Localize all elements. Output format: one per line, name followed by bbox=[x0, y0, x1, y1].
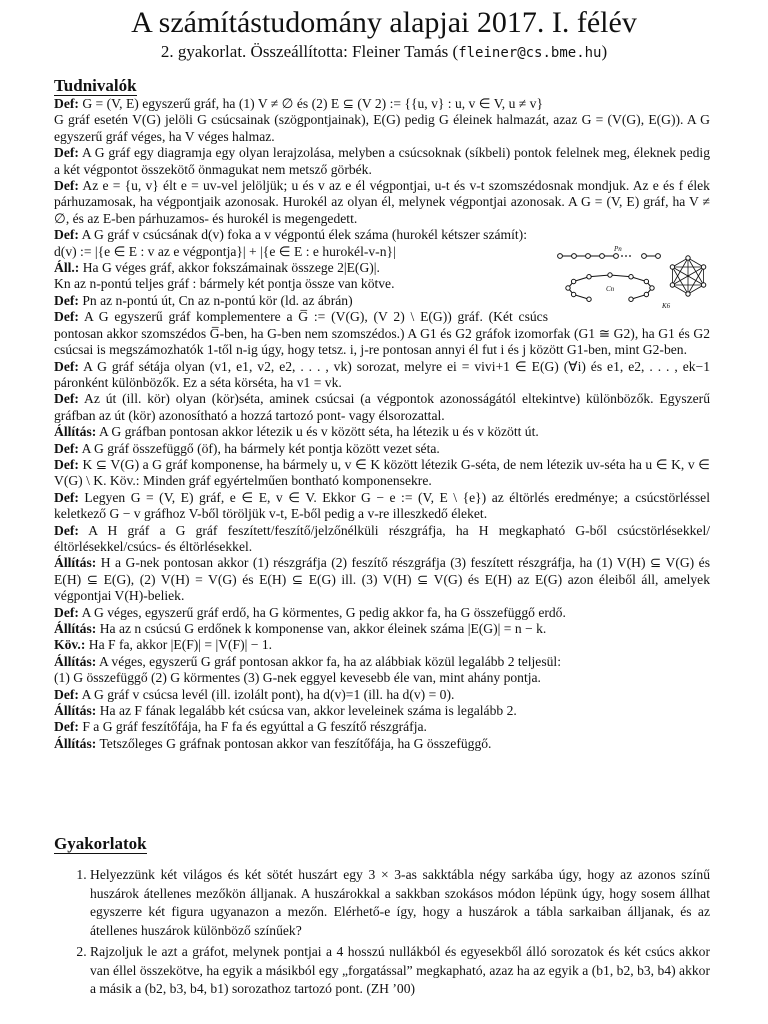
paragraph-label: Def: bbox=[54, 456, 79, 472]
definition-paragraph bbox=[54, 227, 710, 243]
cycle-vertex bbox=[587, 297, 591, 301]
paragraph-text: Ha F fa, akkor |E(F)| = |V(F)| − 1. bbox=[88, 637, 273, 653]
k6-vertex bbox=[670, 264, 674, 268]
author-email: fleiner@cs.bme.hu bbox=[458, 45, 602, 61]
path-vertex bbox=[642, 253, 647, 258]
cycle-vertex bbox=[566, 285, 570, 289]
document-subtitle bbox=[0, 42, 768, 63]
exercise-item: 1. Helyezzünk két világos és két sötét huszárt egy 3 × 3-as sakktábla négy sarkába úgy, hogy az azonos színű huszárok átellenes mezőkön álljanak. A huszárokkal a sakkban szokásos módon lépünk úgy, hogy sosem állhat egyszerre két figura ugyanazon a mezőn. Elérhető-e így, hogy a huszárok a tábla sarkaiban álljanak, és az átellenes huszárok különböző színűek? bbox=[90, 866, 710, 940]
definition-paragraph bbox=[54, 687, 710, 703]
definition-paragraph bbox=[54, 637, 710, 653]
path-vertex bbox=[572, 253, 577, 258]
exercises-body bbox=[66, 866, 710, 1002]
definition-paragraph bbox=[54, 621, 710, 637]
k6-vertex bbox=[686, 255, 690, 259]
document-title: A számítástudomány alapjai 2017. I. félév bbox=[131, 6, 637, 39]
paragraph-text: A G gráfban pontosan akkor létezik u és v között séta, ha létezik u és v között út. bbox=[98, 424, 539, 440]
paragraph-label: Állítás: bbox=[54, 424, 97, 440]
paragraph-label: Köv.: bbox=[54, 637, 86, 653]
paragraph-label: Állítás: bbox=[54, 703, 97, 719]
paragraph-text: Az e = {u, v} élt e = uv-vel jelöljük; u és v az e él végpontjai, u-t és v-t szomszédosnak mondjuk. Az e és f élek párhuzamosak, ha végpontjaik azonosak. Hurokél az olyan él, melynek végpontjai azonosak. A G = (V, E) gráf, ha V ≠ ∅, és az E-ben párhuzamos- és hurokél is megengedett. bbox=[54, 178, 710, 226]
k6-label: K6 bbox=[662, 301, 671, 310]
cycle-vertex bbox=[644, 292, 648, 296]
section-title-info bbox=[54, 76, 137, 96]
path-vertex bbox=[586, 253, 591, 258]
definition-paragraph bbox=[54, 391, 710, 424]
definition-paragraph bbox=[54, 670, 710, 686]
cycle-vertex bbox=[629, 297, 633, 301]
paragraph-text: (1) G összefüggő (2) G körmentes (3) G-nek eggyel kevesebb éle van, mint ahány pontja. bbox=[54, 670, 541, 686]
paragraph-label: Def: bbox=[54, 686, 79, 702]
exercise-item: 2. Rajzoljuk le azt a gráfot, melynek pontjai a 4 hosszú nullákból és egyesekből álló sorozatok és két csúcs akkor van éllel összekötve, ha egyik a másikból egy „forgatással” megkapható, azaz ha az egyik a (b1, b2, b3, b4) akkor a másik a (b2, b3, b4, b1) sorozathoz tartozó pont. (ZH ’00) bbox=[90, 943, 710, 999]
k6-vertex bbox=[686, 291, 690, 295]
ellipsis-dot bbox=[621, 255, 623, 257]
paragraph-label: Állítás: bbox=[54, 555, 97, 571]
paragraph-label: Def: bbox=[54, 604, 79, 620]
paragraph-text: Tetszőleges G gráfnak pontosan akkor van feszítőfája, ha G összefüggő. bbox=[99, 735, 492, 751]
paragraph-text: F a G gráf feszítőfája, ha F fa és egyúttal a G feszítő részgráfja. bbox=[82, 719, 427, 735]
paragraph-label: Def: bbox=[54, 719, 79, 735]
definition-paragraph bbox=[54, 359, 710, 392]
definition-paragraph bbox=[54, 490, 710, 523]
ellipsis-dot bbox=[625, 255, 627, 257]
paragraph-text: Az út (ill. kör) olyan (kör)séta, aminek csúcsai (a végpontok azonosságától eltekintve) különbözők. Egyszerű gráfban az út (kör) azonosítható a hozzá tartozó pont- vagy élsorozattal. bbox=[54, 391, 711, 423]
paragraph-label: Def: bbox=[54, 440, 79, 456]
pn-label: Pn bbox=[614, 245, 622, 253]
definition-paragraph bbox=[54, 424, 710, 440]
cycle-vertex bbox=[571, 279, 575, 283]
cycle-vertex bbox=[587, 274, 591, 278]
path-vertex bbox=[614, 253, 619, 258]
path-vertex bbox=[656, 253, 661, 258]
paragraph-text: A G gráf egy diagramja egy olyan lerajzolása, melyben a csúcsoknak (síkbeli) pontok felelnek meg, éleknek pedig a két végpontot összekötő önmagukat nem metsző görbék. bbox=[54, 145, 710, 177]
cycle-vertex bbox=[571, 292, 575, 296]
cn-label: Cn bbox=[606, 284, 615, 293]
paragraph-label: Állítás: bbox=[54, 621, 97, 636]
definition-paragraph bbox=[54, 309, 710, 358]
definition-paragraph bbox=[54, 736, 710, 752]
paragraph-text: K ⊆ V(G) a G gráf komponense, ha bármely u, v ∈ K között létezik G-séta, de nem létezik uv-séta ha u ∈ K, v ∈ V(G) \ K. Köv.: Minden gráf egyértelműen bontható komponensekre. bbox=[54, 456, 710, 489]
definitions-body bbox=[54, 96, 710, 752]
definition-paragraph bbox=[54, 96, 710, 112]
cycle-edge bbox=[589, 275, 610, 277]
paragraph-label: Áll.: bbox=[54, 260, 80, 276]
subtitle-suffix: ) bbox=[601, 42, 608, 61]
section-title-exercises bbox=[54, 834, 147, 854]
paragraph-label: Állítás: bbox=[54, 653, 97, 669]
definition-paragraph bbox=[54, 605, 710, 621]
k6-vertex bbox=[670, 282, 674, 286]
k6-vertex bbox=[701, 282, 705, 286]
paragraph-text: A G egyszerű gráf komplementere a G̅ := (V(G), (V 2) \ E(G)) gráf. (Két csúcs pontosan akkor szomszédos G̅-ben, ha G-ben nem szomszédos.) A G1 és G2 gráfok izomorfak (G1 ≅ G2), ha G1 és G2 csúcsai is megszámozhatók 1-től n-ig úgy, hogy tetsz. i, j-re pontosan annyi él fut i és j között G1-ben, mint G2-ben. bbox=[54, 309, 710, 358]
paragraph-label: Def: bbox=[54, 292, 79, 308]
graph-examples-figure bbox=[554, 246, 710, 312]
paragraph-label: Def: bbox=[54, 489, 79, 505]
k6-vertex bbox=[701, 264, 705, 268]
paragraph-text: Kn az n-pontú teljes gráf : bármely két pontja össze van kötve. bbox=[54, 276, 395, 292]
definition-paragraph bbox=[54, 145, 710, 178]
paragraph-text: A G gráf v csúcsának d(v) foka a v végpontú élek száma (hurokél kétszer számít): bbox=[81, 227, 527, 243]
paragraph-text: A G véges, egyszerű gráf erdő, ha G körmentes, G pedig akkor fa, ha G összefüggő erdő. bbox=[81, 604, 566, 620]
paragraph-text: d(v) := |{e ∈ E : v az e végpontja}| + |{e ∈ E : e hurokél-v-n}| bbox=[54, 243, 396, 259]
paragraph-text: Ha G véges gráf, akkor fokszámainak összege 2|E(G)|. bbox=[82, 260, 380, 276]
subtitle-prefix: 2. gyakorlat. Összeállította: Fleiner Tamás ( bbox=[160, 42, 459, 61]
paragraph-label: Def: bbox=[54, 145, 79, 161]
definition-paragraph bbox=[54, 441, 710, 457]
paragraph-label: Def: bbox=[54, 178, 79, 194]
paragraph-label: Def: bbox=[54, 391, 79, 407]
definition-paragraph bbox=[54, 719, 710, 735]
paragraph-label: Def: bbox=[54, 522, 79, 538]
path-vertex bbox=[558, 253, 563, 258]
paragraph-label: Def: bbox=[54, 309, 79, 325]
definition-paragraph bbox=[54, 112, 710, 145]
paragraph-text: Legyen G = (V, E) gráf, e ∈ E, v ∈ V. Ekkor G − e := (V, E \ {e}) az éltörlés eredménye; a csúcstörléssel keletkező G − v gráfhoz V-ből töröljük v-t, E-ből pedig a v-re illeszkedő éleket. bbox=[54, 489, 710, 522]
cycle-vertex bbox=[608, 272, 612, 276]
paragraph-label: Def: bbox=[54, 96, 79, 111]
paragraph-text: A G gráf összefüggő (öf), ha bármely két pontja között vezet séta. bbox=[81, 440, 440, 456]
exercise-list bbox=[66, 866, 710, 999]
paragraph-label: Állítás: bbox=[54, 735, 97, 751]
paragraph-text: A G gráf sétája olyan (v1, e1, v2, e2, . . . , vk) sorozat, melyre ei = vivi+1 ∈ E(G) (∀i) és e1, e2, . . . , ek−1 páronként különbözők. Ez a séta körséta, ha v1 = vk. bbox=[54, 358, 710, 390]
cycle-vertex bbox=[644, 279, 648, 283]
section-title-exercises-text: Gyakorlatok bbox=[54, 834, 147, 853]
path-vertex bbox=[600, 253, 605, 258]
paragraph-text: G = (V, E) egyszerű gráf, ha (1) V ≠ ∅ és (2) E ⊆ (V 2) := {{u, v} : u, v ∈ V, u ≠ v} bbox=[82, 96, 543, 111]
cycle-edge bbox=[610, 275, 631, 277]
definition-paragraph bbox=[54, 178, 710, 227]
paragraph-text: G gráf esetén V(G) jelöli G csúcsainak (szögpontjainak), E(G) pedig G éleinek halmazát, azaz G = (V(G), E(G)). A G egyszerű gráf véges, ha V véges halmaz. bbox=[54, 112, 710, 144]
paragraph-text: A G gráf v csúcsa levél (ill. izolált pont), ha d(v)=1 (ill. ha d(v) = 0). bbox=[81, 686, 455, 702]
paragraph-text: A véges, egyszerű G gráf pontosan akkor fa, ha az alábbiak közül legalább 2 teljesül: bbox=[98, 653, 561, 669]
ellipsis-dot bbox=[629, 255, 631, 257]
cycle-vertex bbox=[629, 274, 633, 278]
paragraph-text: Ha az n csúcsú G erdőnek k komponense van, akkor éleinek száma |E(G)| = n − k. bbox=[99, 621, 547, 636]
paragraph-label: Def: bbox=[54, 358, 79, 374]
definition-paragraph bbox=[54, 654, 710, 670]
cycle-vertex bbox=[650, 285, 654, 289]
definition-paragraph bbox=[54, 555, 710, 604]
paragraph-label: Def: bbox=[54, 227, 79, 243]
definition-paragraph bbox=[54, 703, 710, 719]
paragraph-text: Pn az n-pontú út, Cn az n-pontú kör (ld. az ábrán) bbox=[82, 292, 353, 308]
paragraph-text: A H gráf a G gráf feszített/feszítő/jelzőnélküli részgráfja, ha H megkapható G-ből csúcstörlésekkel/éltörlésekkel/csúcs- és éltörlésekkel. bbox=[54, 522, 710, 554]
definition-paragraph bbox=[54, 457, 710, 490]
paragraph-text: Ha az F fának legalább két csúcsa van, akkor leveleinek száma is legalább 2. bbox=[99, 703, 517, 719]
section-title-info-text: Tudnivalók bbox=[54, 76, 137, 95]
paragraph-text: H a G-nek pontosan akkor (1) részgráfja (2) feszítő részgráfja (3) feszített részgráfja, ha (1) V(H) ⊆ V(G) és E(H) ⊆ E(G), (2) V(H) = V(G) és E(H) ⊆ E(G) ill. (3) V(H) ⊆ V(G) és E(H) az E(G) azon éleiből áll, amelyek végpontjai V(H)-beliek. bbox=[54, 555, 710, 604]
definition-paragraph bbox=[54, 523, 710, 556]
